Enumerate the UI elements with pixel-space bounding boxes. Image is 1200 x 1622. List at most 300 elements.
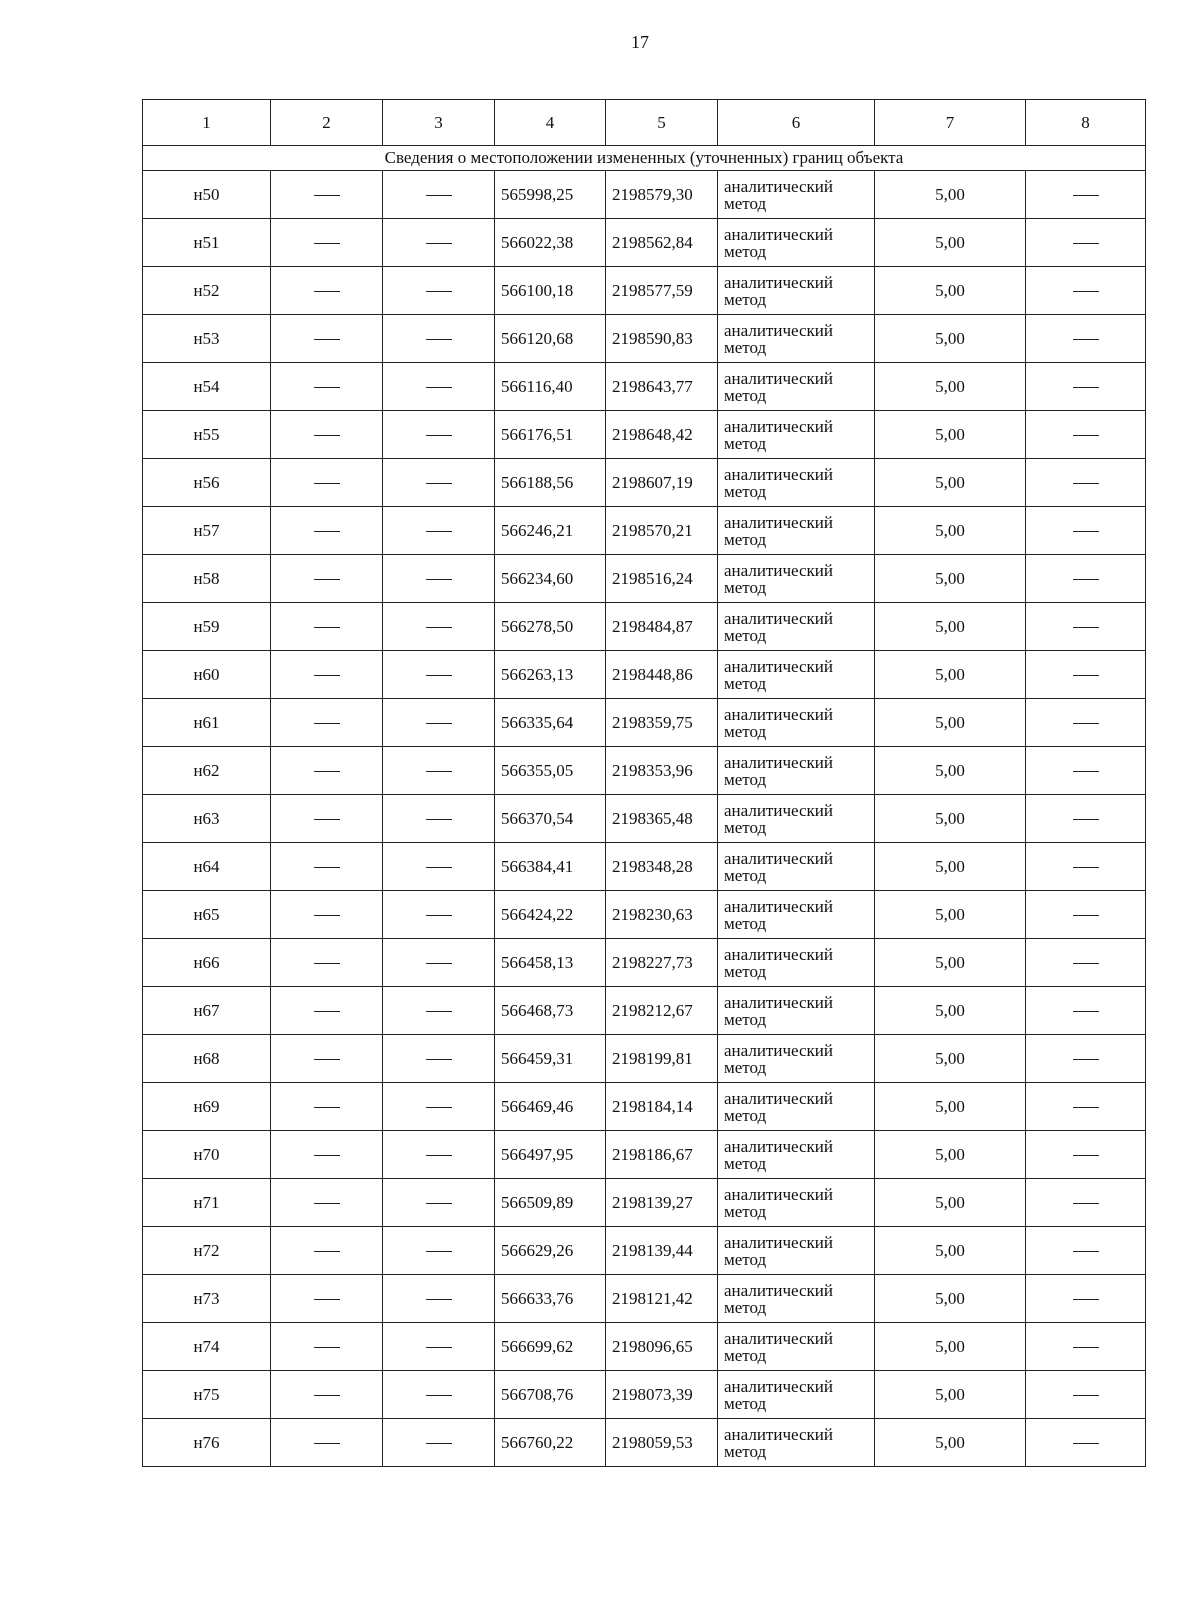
x-coordinate: 566459,31 — [495, 1035, 606, 1083]
x-coordinate: 566468,73 — [495, 987, 606, 1035]
empty-dash-cell — [1026, 411, 1146, 459]
empty-dash-cell — [1026, 699, 1146, 747]
determination-method: аналитический метод — [718, 699, 875, 747]
dash-mark — [1073, 1107, 1099, 1108]
x-coordinate: 566234,60 — [495, 555, 606, 603]
dash-mark — [1073, 195, 1099, 196]
empty-dash-cell — [383, 315, 495, 363]
empty-dash-cell — [1026, 843, 1146, 891]
empty-dash-cell — [383, 1083, 495, 1131]
accuracy-value: 5,00 — [875, 171, 1026, 219]
y-coordinate: 2198353,96 — [606, 747, 718, 795]
dash-mark — [314, 1011, 340, 1012]
table-row — [143, 1323, 1146, 1371]
dash-mark — [426, 819, 452, 820]
dash-mark — [1073, 1299, 1099, 1300]
point-number: н57 — [143, 507, 271, 555]
empty-dash-cell — [1026, 987, 1146, 1035]
determination-method: аналитический метод — [718, 1227, 875, 1275]
dash-mark — [426, 387, 452, 388]
point-number: н76 — [143, 1419, 271, 1467]
empty-dash-cell — [1026, 1083, 1146, 1131]
accuracy-value: 5,00 — [875, 267, 1026, 315]
empty-dash-cell — [1026, 1179, 1146, 1227]
empty-dash-cell — [271, 1227, 383, 1275]
y-coordinate: 2198579,30 — [606, 171, 718, 219]
empty-dash-cell — [271, 747, 383, 795]
dash-mark — [1073, 1059, 1099, 1060]
y-coordinate: 2198484,87 — [606, 603, 718, 651]
dash-mark — [1073, 1251, 1099, 1252]
dash-mark — [426, 627, 452, 628]
column-number: 6 — [718, 100, 875, 146]
empty-dash-cell — [1026, 747, 1146, 795]
determination-method: аналитический метод — [718, 507, 875, 555]
dash-mark — [426, 579, 452, 580]
dash-mark — [1073, 627, 1099, 628]
empty-dash-cell — [1026, 555, 1146, 603]
table-row — [143, 1179, 1146, 1227]
y-coordinate: 2198516,24 — [606, 555, 718, 603]
determination-method: аналитический метод — [718, 891, 875, 939]
dash-mark — [314, 675, 340, 676]
empty-dash-cell — [271, 555, 383, 603]
x-coordinate: 566708,76 — [495, 1371, 606, 1419]
table-row — [143, 267, 1146, 315]
determination-method: аналитический метод — [718, 603, 875, 651]
determination-method: аналитический метод — [718, 411, 875, 459]
determination-method: аналитический метод — [718, 651, 875, 699]
dash-mark — [314, 1155, 340, 1156]
dash-mark — [1073, 819, 1099, 820]
y-coordinate: 2198643,77 — [606, 363, 718, 411]
point-number: н59 — [143, 603, 271, 651]
table-row — [143, 795, 1146, 843]
dash-mark — [426, 771, 452, 772]
page-number: 17 — [631, 32, 649, 52]
dash-mark — [1073, 771, 1099, 772]
determination-method: аналитический метод — [718, 987, 875, 1035]
empty-dash-cell — [1026, 1371, 1146, 1419]
dash-mark — [314, 1299, 340, 1300]
empty-dash-cell — [1026, 1323, 1146, 1371]
empty-dash-cell — [1026, 219, 1146, 267]
table-row — [143, 507, 1146, 555]
accuracy-value: 5,00 — [875, 219, 1026, 267]
table-row — [143, 1035, 1146, 1083]
dash-mark — [314, 291, 340, 292]
empty-dash-cell — [1026, 363, 1146, 411]
empty-dash-cell — [383, 363, 495, 411]
empty-dash-cell — [271, 843, 383, 891]
dash-mark — [314, 195, 340, 196]
accuracy-value: 5,00 — [875, 555, 1026, 603]
dash-mark — [426, 723, 452, 724]
table-row — [143, 171, 1146, 219]
dash-mark — [1073, 1155, 1099, 1156]
point-number: н50 — [143, 171, 271, 219]
empty-dash-cell — [383, 555, 495, 603]
empty-dash-cell — [383, 1275, 495, 1323]
empty-dash-cell — [1026, 651, 1146, 699]
point-number: н74 — [143, 1323, 271, 1371]
x-coordinate: 566629,26 — [495, 1227, 606, 1275]
x-coordinate: 566469,46 — [495, 1083, 606, 1131]
empty-dash-cell — [383, 795, 495, 843]
y-coordinate: 2198562,84 — [606, 219, 718, 267]
point-number: н60 — [143, 651, 271, 699]
accuracy-value: 5,00 — [875, 843, 1026, 891]
empty-dash-cell — [1026, 1275, 1146, 1323]
column-number: 4 — [495, 100, 606, 146]
empty-dash-cell — [1026, 795, 1146, 843]
y-coordinate: 2198139,27 — [606, 1179, 718, 1227]
dash-mark — [426, 867, 452, 868]
y-coordinate: 2198365,48 — [606, 795, 718, 843]
empty-dash-cell — [383, 171, 495, 219]
table-row — [143, 219, 1146, 267]
accuracy-value: 5,00 — [875, 1227, 1026, 1275]
empty-dash-cell — [271, 1131, 383, 1179]
y-coordinate: 2198648,42 — [606, 411, 718, 459]
x-coordinate: 566458,13 — [495, 939, 606, 987]
determination-method: аналитический метод — [718, 939, 875, 987]
dash-mark — [426, 1155, 452, 1156]
empty-dash-cell — [383, 1035, 495, 1083]
dash-mark — [1073, 387, 1099, 388]
accuracy-value: 5,00 — [875, 1179, 1026, 1227]
empty-dash-cell — [1026, 459, 1146, 507]
dash-mark — [426, 1395, 452, 1396]
dash-mark — [1073, 1347, 1099, 1348]
determination-method: аналитический метод — [718, 795, 875, 843]
determination-method: аналитический метод — [718, 363, 875, 411]
y-coordinate: 2198139,44 — [606, 1227, 718, 1275]
accuracy-value: 5,00 — [875, 747, 1026, 795]
accuracy-value: 5,00 — [875, 507, 1026, 555]
dash-mark — [314, 579, 340, 580]
x-coordinate: 566424,22 — [495, 891, 606, 939]
determination-method: аналитический метод — [718, 1083, 875, 1131]
empty-dash-cell — [383, 411, 495, 459]
accuracy-value: 5,00 — [875, 1419, 1026, 1467]
x-coordinate: 565998,25 — [495, 171, 606, 219]
column-number: 8 — [1026, 100, 1146, 146]
dash-mark — [1073, 1443, 1099, 1444]
empty-dash-cell — [383, 987, 495, 1035]
x-coordinate: 566384,41 — [495, 843, 606, 891]
y-coordinate: 2198348,28 — [606, 843, 718, 891]
accuracy-value: 5,00 — [875, 891, 1026, 939]
empty-dash-cell — [271, 411, 383, 459]
empty-dash-cell — [383, 747, 495, 795]
table-row — [143, 459, 1146, 507]
dash-mark — [314, 771, 340, 772]
dash-mark — [426, 1107, 452, 1108]
determination-method: аналитический метод — [718, 843, 875, 891]
y-coordinate: 2198121,42 — [606, 1275, 718, 1323]
determination-method: аналитический метод — [718, 219, 875, 267]
dash-mark — [314, 483, 340, 484]
dash-mark — [1073, 675, 1099, 676]
point-number: н62 — [143, 747, 271, 795]
table-row — [143, 891, 1146, 939]
dash-mark — [426, 675, 452, 676]
dash-mark — [314, 435, 340, 436]
empty-dash-cell — [1026, 267, 1146, 315]
dash-mark — [1073, 963, 1099, 964]
dash-mark — [426, 1059, 452, 1060]
empty-dash-cell — [271, 987, 383, 1035]
x-coordinate: 566370,54 — [495, 795, 606, 843]
table-row — [143, 1131, 1146, 1179]
dash-mark — [314, 1059, 340, 1060]
determination-method: аналитический метод — [718, 555, 875, 603]
dash-mark — [1073, 531, 1099, 532]
determination-method: аналитический метод — [718, 171, 875, 219]
dash-mark — [426, 1299, 452, 1300]
empty-dash-cell — [383, 1371, 495, 1419]
empty-dash-cell — [271, 603, 383, 651]
y-coordinate: 2198184,14 — [606, 1083, 718, 1131]
dash-mark — [314, 531, 340, 532]
accuracy-value: 5,00 — [875, 1035, 1026, 1083]
empty-dash-cell — [1026, 507, 1146, 555]
accuracy-value: 5,00 — [875, 1371, 1026, 1419]
x-coordinate: 566188,56 — [495, 459, 606, 507]
x-coordinate: 566263,13 — [495, 651, 606, 699]
point-number: н53 — [143, 315, 271, 363]
x-coordinate: 566633,76 — [495, 1275, 606, 1323]
table-row — [143, 1371, 1146, 1419]
point-number: н64 — [143, 843, 271, 891]
x-coordinate: 566120,68 — [495, 315, 606, 363]
dash-mark — [1073, 579, 1099, 580]
empty-dash-cell — [271, 1419, 383, 1467]
section-title-row — [143, 146, 1146, 171]
x-coordinate: 566497,95 — [495, 1131, 606, 1179]
dash-mark — [1073, 915, 1099, 916]
empty-dash-cell — [383, 603, 495, 651]
dash-mark — [314, 723, 340, 724]
table-row — [143, 1275, 1146, 1323]
empty-dash-cell — [1026, 1131, 1146, 1179]
dash-mark — [314, 339, 340, 340]
dash-mark — [1073, 1203, 1099, 1204]
y-coordinate: 2198212,67 — [606, 987, 718, 1035]
dash-mark — [1073, 291, 1099, 292]
dash-mark — [426, 483, 452, 484]
accuracy-value: 5,00 — [875, 1323, 1026, 1371]
point-number: н70 — [143, 1131, 271, 1179]
point-number: н73 — [143, 1275, 271, 1323]
determination-method: аналитический метод — [718, 1275, 875, 1323]
determination-method: аналитический метод — [718, 1323, 875, 1371]
column-number: 5 — [606, 100, 718, 146]
empty-dash-cell — [271, 1083, 383, 1131]
y-coordinate: 2198186,67 — [606, 1131, 718, 1179]
accuracy-value: 5,00 — [875, 603, 1026, 651]
empty-dash-cell — [271, 1323, 383, 1371]
empty-dash-cell — [383, 1323, 495, 1371]
x-coordinate: 566100,18 — [495, 267, 606, 315]
x-coordinate: 566116,40 — [495, 363, 606, 411]
dash-mark — [314, 963, 340, 964]
column-number: 2 — [271, 100, 383, 146]
dash-mark — [314, 627, 340, 628]
empty-dash-cell — [1026, 315, 1146, 363]
table-row — [143, 987, 1146, 1035]
accuracy-value: 5,00 — [875, 699, 1026, 747]
dash-mark — [426, 1251, 452, 1252]
empty-dash-cell — [383, 1419, 495, 1467]
empty-dash-cell — [1026, 1035, 1146, 1083]
accuracy-value: 5,00 — [875, 1131, 1026, 1179]
dash-mark — [1073, 867, 1099, 868]
x-coordinate: 566022,38 — [495, 219, 606, 267]
table-row — [143, 843, 1146, 891]
empty-dash-cell — [383, 1179, 495, 1227]
x-coordinate: 566335,64 — [495, 699, 606, 747]
dash-mark — [1073, 435, 1099, 436]
dash-mark — [426, 1347, 452, 1348]
y-coordinate: 2198577,59 — [606, 267, 718, 315]
dash-mark — [314, 1203, 340, 1204]
x-coordinate: 566246,21 — [495, 507, 606, 555]
y-coordinate: 2198199,81 — [606, 1035, 718, 1083]
dash-mark — [426, 531, 452, 532]
accuracy-value: 5,00 — [875, 411, 1026, 459]
dash-mark — [314, 1395, 340, 1396]
table-row — [143, 939, 1146, 987]
point-number: н67 — [143, 987, 271, 1035]
point-number: н71 — [143, 1179, 271, 1227]
empty-dash-cell — [383, 651, 495, 699]
empty-dash-cell — [383, 1131, 495, 1179]
dash-mark — [314, 867, 340, 868]
table-row — [143, 603, 1146, 651]
column-number-row — [143, 100, 1146, 146]
column-number: 3 — [383, 100, 495, 146]
point-number: н75 — [143, 1371, 271, 1419]
determination-method: аналитический метод — [718, 1419, 875, 1467]
x-coordinate: 566699,62 — [495, 1323, 606, 1371]
y-coordinate: 2198570,21 — [606, 507, 718, 555]
determination-method: аналитический метод — [718, 747, 875, 795]
dash-mark — [314, 1107, 340, 1108]
determination-method: аналитический метод — [718, 315, 875, 363]
point-number: н69 — [143, 1083, 271, 1131]
empty-dash-cell — [271, 171, 383, 219]
empty-dash-cell — [271, 507, 383, 555]
x-coordinate: 566355,05 — [495, 747, 606, 795]
dash-mark — [426, 1011, 452, 1012]
x-coordinate: 566278,50 — [495, 603, 606, 651]
empty-dash-cell — [271, 939, 383, 987]
empty-dash-cell — [271, 267, 383, 315]
dash-mark — [426, 339, 452, 340]
determination-method: аналитический метод — [718, 1131, 875, 1179]
dash-mark — [426, 915, 452, 916]
empty-dash-cell — [271, 459, 383, 507]
empty-dash-cell — [1026, 891, 1146, 939]
point-number: н66 — [143, 939, 271, 987]
determination-method: аналитический метод — [718, 1371, 875, 1419]
empty-dash-cell — [383, 219, 495, 267]
point-number: н65 — [143, 891, 271, 939]
column-number: 7 — [875, 100, 1026, 146]
empty-dash-cell — [271, 891, 383, 939]
point-number: н58 — [143, 555, 271, 603]
x-coordinate: 566760,22 — [495, 1419, 606, 1467]
empty-dash-cell — [271, 1035, 383, 1083]
accuracy-value: 5,00 — [875, 315, 1026, 363]
empty-dash-cell — [383, 1227, 495, 1275]
dash-mark — [314, 387, 340, 388]
dash-mark — [426, 1443, 452, 1444]
y-coordinate: 2198590,83 — [606, 315, 718, 363]
dash-mark — [1073, 1011, 1099, 1012]
empty-dash-cell — [1026, 603, 1146, 651]
empty-dash-cell — [271, 795, 383, 843]
empty-dash-cell — [271, 363, 383, 411]
empty-dash-cell — [1026, 1419, 1146, 1467]
point-number: н61 — [143, 699, 271, 747]
table-row — [143, 651, 1146, 699]
point-number: н54 — [143, 363, 271, 411]
table-row — [143, 363, 1146, 411]
accuracy-value: 5,00 — [875, 1083, 1026, 1131]
table-row — [143, 1083, 1146, 1131]
dash-mark — [1073, 1395, 1099, 1396]
point-number: н63 — [143, 795, 271, 843]
table-row — [143, 411, 1146, 459]
point-number: н72 — [143, 1227, 271, 1275]
dash-mark — [426, 963, 452, 964]
empty-dash-cell — [271, 1275, 383, 1323]
dash-mark — [426, 435, 452, 436]
table-row — [143, 315, 1146, 363]
dash-mark — [314, 1347, 340, 1348]
empty-dash-cell — [1026, 171, 1146, 219]
empty-dash-cell — [383, 699, 495, 747]
empty-dash-cell — [271, 1371, 383, 1419]
accuracy-value: 5,00 — [875, 1275, 1026, 1323]
dash-mark — [426, 195, 452, 196]
point-number: н51 — [143, 219, 271, 267]
accuracy-value: 5,00 — [875, 651, 1026, 699]
dash-mark — [314, 243, 340, 244]
dash-mark — [1073, 339, 1099, 340]
empty-dash-cell — [383, 459, 495, 507]
empty-dash-cell — [1026, 939, 1146, 987]
table-row — [143, 555, 1146, 603]
determination-method: аналитический метод — [718, 267, 875, 315]
y-coordinate: 2198359,75 — [606, 699, 718, 747]
dash-mark — [1073, 483, 1099, 484]
y-coordinate: 2198448,86 — [606, 651, 718, 699]
dash-mark — [314, 1443, 340, 1444]
dash-mark — [426, 243, 452, 244]
x-coordinate: 566509,89 — [495, 1179, 606, 1227]
empty-dash-cell — [271, 699, 383, 747]
point-number: н56 — [143, 459, 271, 507]
empty-dash-cell — [383, 267, 495, 315]
dash-mark — [314, 819, 340, 820]
x-coordinate: 566176,51 — [495, 411, 606, 459]
accuracy-value: 5,00 — [875, 987, 1026, 1035]
y-coordinate: 2198607,19 — [606, 459, 718, 507]
